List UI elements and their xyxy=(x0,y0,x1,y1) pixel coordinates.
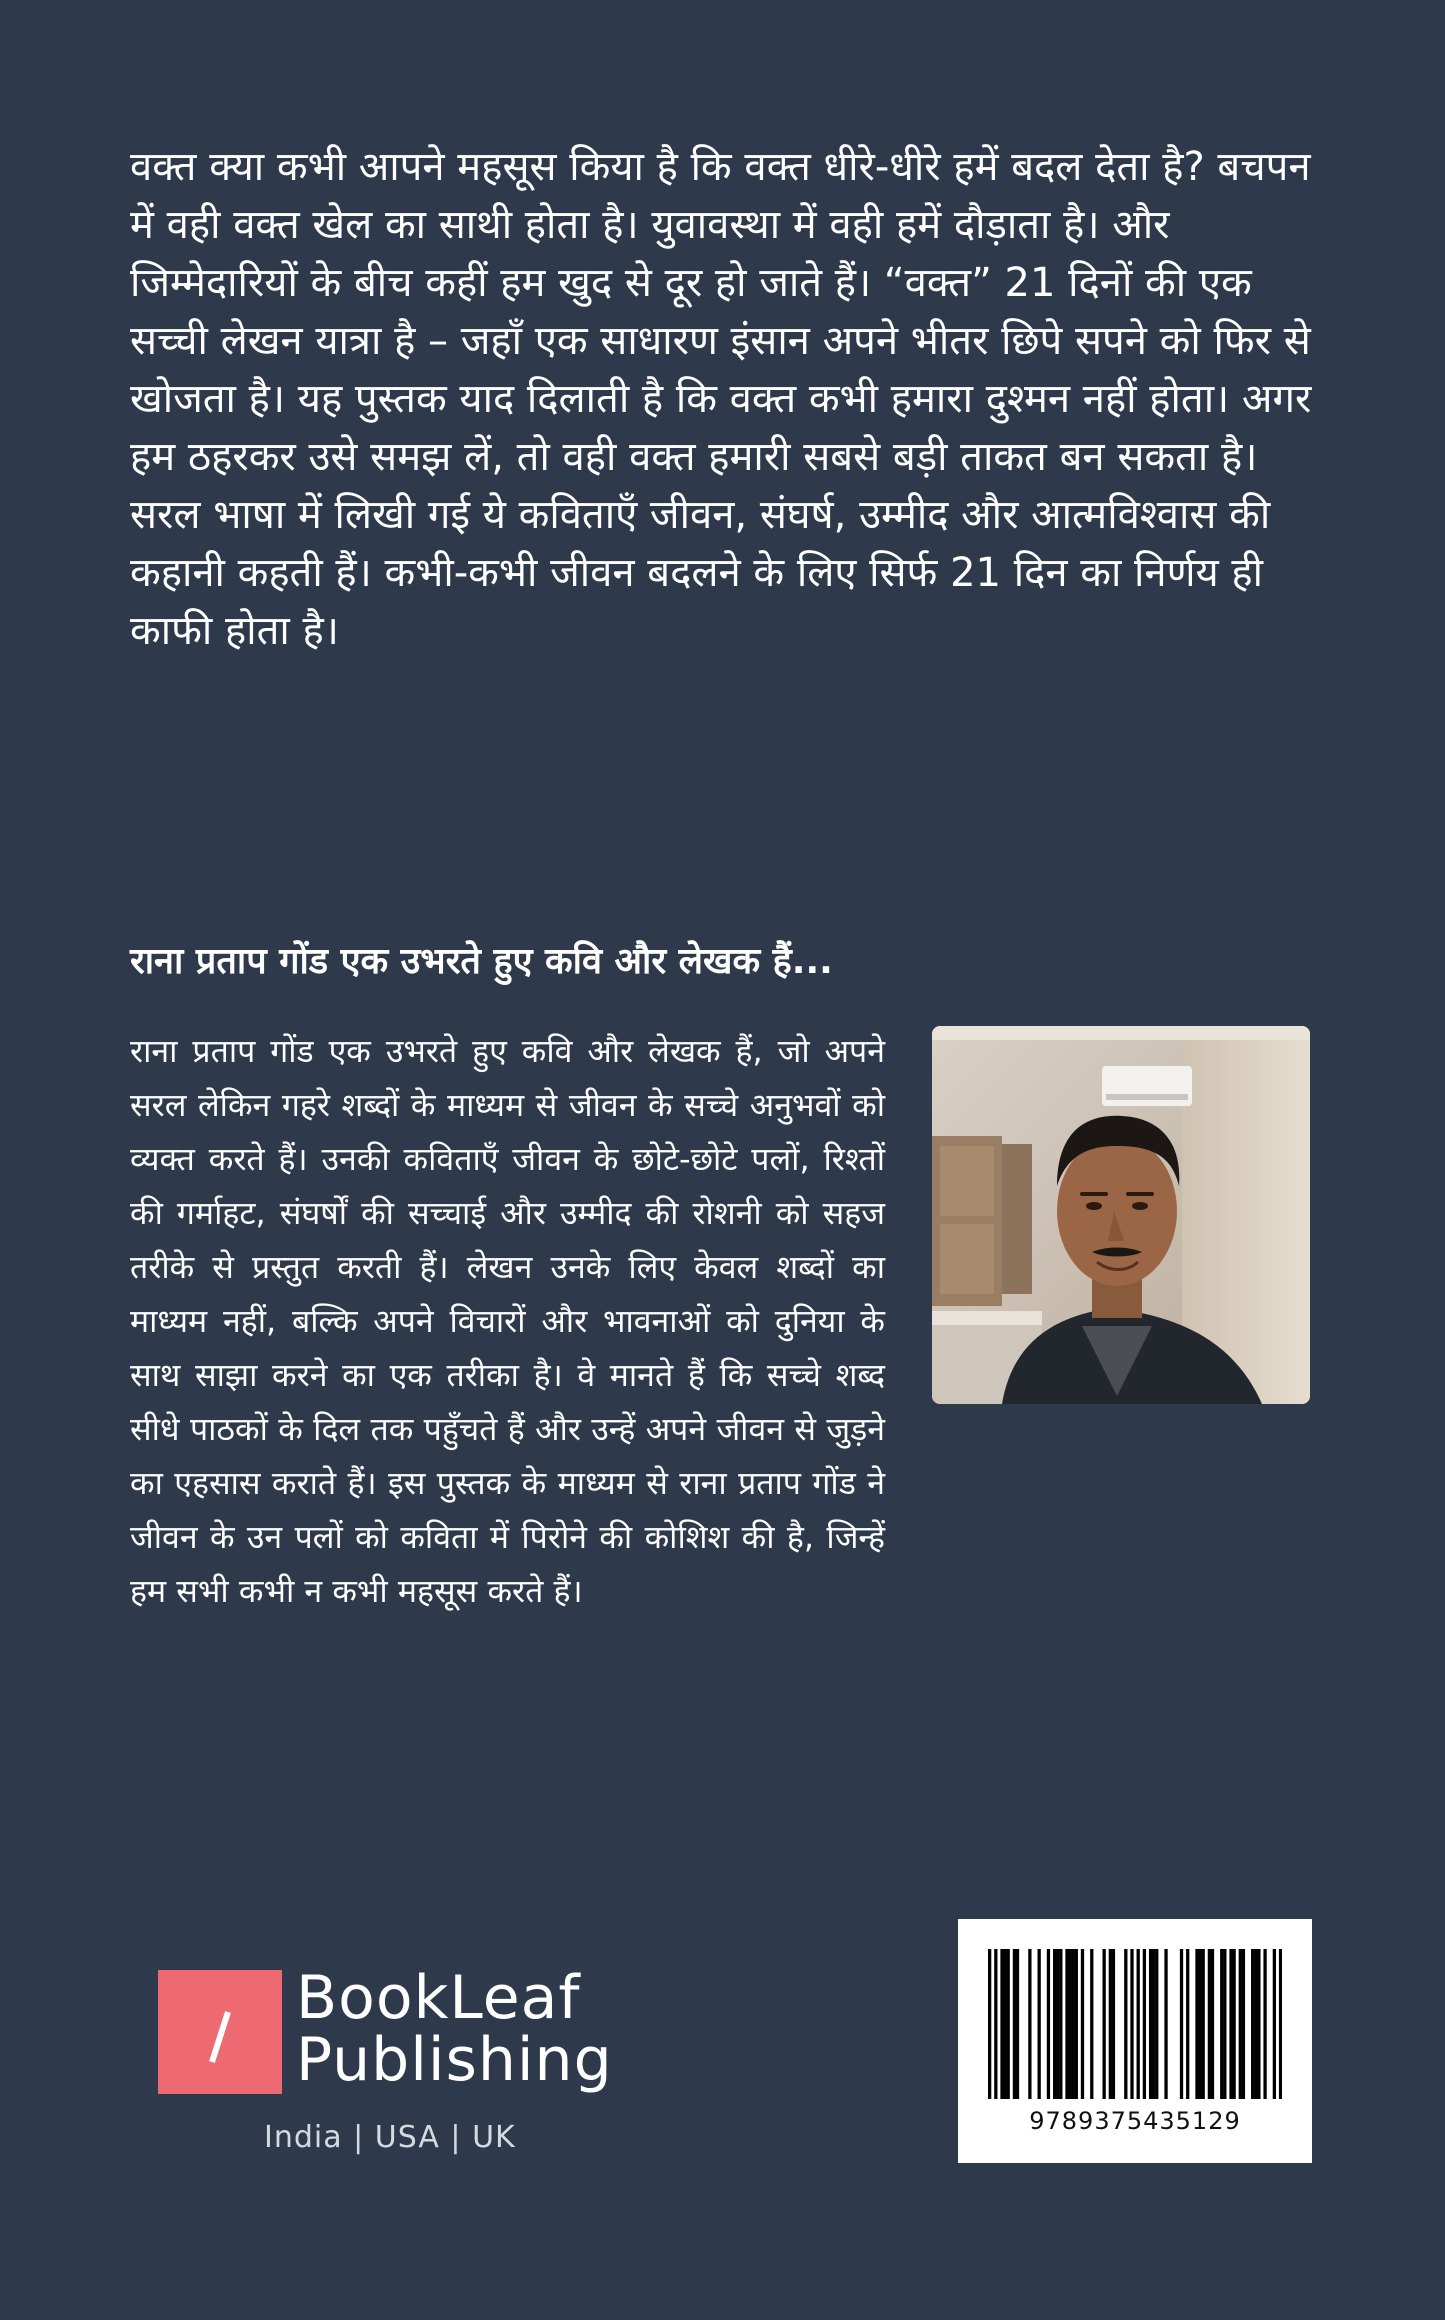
barcode-bar xyxy=(1220,1949,1223,2099)
barcode-bar xyxy=(1232,1949,1235,2099)
slash-icon xyxy=(158,1970,282,2094)
barcode-bar xyxy=(1016,1949,1019,2099)
barcode-bar xyxy=(1013,1949,1016,2099)
barcode-bar xyxy=(1198,1949,1201,2099)
author-bio: राना प्रताप गोंड एक उभरते हुए कवि और लेखक हैं, जो अपने सरल लेकिन गहरे शब्दों के माध्यम से जीवन के सच्चे अनुभवों को व्यक्त करते हैं। उनकी कविताएँ जीवन के छोटे-छोटे पलों, रिश्तों की गर्माहट, संघर्षों की सच्चाई और उम्मीद की रोशनी को सहज तरीके से प्रस्तुत करती हैं। लेखन उनके लिए केवल शब्दों का माध्यम नहीं, बल्कि अपने विचारों और भावनाओं को दुनिया के साथ साझा करने का एक तरीका है। वे मानते हैं कि सच्चे शब्द सीधे पाठकों के दिल तक पहुँचते हैं और उन्हें अपने जीवन से जुड़ने का एहसास कराते हैं। इस पुस्तक के माध्यम से राना प्रताप गोंड ने जीवन के उन पलों को कविता में पिरोने की कोशिश की है, जिन्हें हम सभी कभी न कभी महसूस करते हैं। xyxy=(130,1032,885,1610)
barcode-bar xyxy=(994,1949,997,2099)
barcode-bar xyxy=(1152,1949,1155,2099)
author-bio-heading: राना प्रताप गोंड एक उभरते हुए कवि और लेखक हैं... xyxy=(130,941,833,982)
barcode-bar xyxy=(1257,1949,1260,2099)
barcode-bar xyxy=(1056,1949,1059,2099)
barcode-bar xyxy=(1254,1949,1257,2099)
barcode-bar xyxy=(1068,1949,1071,2099)
barcode-bar xyxy=(1155,1949,1158,2099)
barcode-bar xyxy=(1038,1949,1041,2099)
barcode-bar xyxy=(1208,1949,1211,2099)
isbn-number: 9789375435129 xyxy=(1029,2107,1241,2135)
barcode-bar xyxy=(1223,1949,1226,2099)
author-photo xyxy=(932,1026,1310,1404)
barcode-bar xyxy=(1202,1949,1205,2099)
barcode-bar xyxy=(1211,1949,1214,2099)
publisher-name-line2: Publishing xyxy=(296,2025,613,2095)
barcode-bar xyxy=(988,1949,991,2099)
barcode-bar xyxy=(1000,1949,1003,2099)
barcode-icon xyxy=(988,1949,1282,2099)
barcode-bar xyxy=(1028,1949,1031,2099)
barcode-bar xyxy=(1229,1949,1232,2099)
barcode-bar xyxy=(1137,1949,1140,2099)
barcode-bar xyxy=(1053,1949,1056,2099)
barcode-bar xyxy=(1059,1949,1062,2099)
barcode-bar xyxy=(1103,1949,1106,2099)
barcode-bar xyxy=(1090,1949,1093,2099)
publisher-name-line1: BookLeaf xyxy=(296,1963,581,2033)
barcode-bar xyxy=(1149,1949,1152,2099)
barcode-bar xyxy=(1109,1949,1112,2099)
barcode-bar xyxy=(1273,1949,1276,2099)
isbn-barcode xyxy=(958,1919,1312,2163)
barcode-bar xyxy=(1075,1949,1078,2099)
barcode-bar xyxy=(1065,1949,1068,2099)
barcode-bar xyxy=(1081,1949,1084,2099)
barcode-bar xyxy=(1263,1949,1266,2099)
barcode-bar xyxy=(1143,1949,1146,2099)
barcode-bar xyxy=(1003,1949,1006,2099)
barcode-bar xyxy=(1239,1949,1242,2099)
publisher-locations: India | USA | UK xyxy=(264,2120,516,2155)
barcode-bar xyxy=(1112,1949,1115,2099)
publisher-logo xyxy=(158,1963,618,2170)
barcode-bar xyxy=(1007,1949,1010,2099)
barcode-bar xyxy=(1279,1949,1282,2099)
barcode-bar xyxy=(1164,1949,1167,2099)
barcode-bar xyxy=(1072,1949,1075,2099)
barcode-bar xyxy=(1195,1949,1198,2099)
book-blurb: वक्त क्या कभी आपने महसूस किया है कि वक्त धीरे-धीरे हमें बदल देता है? बचपन में वही वक्त खेल का साथी होता है। युवावस्था में वही हमें दौड़ाता है। और जिम्मेदारियों के बीच कहीं हम खुद से दूर हो जाते हैं। “वक्त” 21 दिनों की एक सच्ची लेखन यात्रा है – जहाँ एक साधारण इंसान अपने भीतर छिपे सपने को फिर से खोजता है। यह पुस्तक याद दिलाती है कि वक्त कभी हमारा दुश्मन नहीं होता। अगर हम ठहरकर उसे समझ लें, तो वही वक्त हमारी सबसे बड़ी ताकत बन सकता है। सरल भाषा में लिखी गई ये कविताएँ जीवन, संघर्ष, उम्मीद और आत्मविश्वास की कहानी कहती हैं। कभी-कभी जीवन बदलने के लिए सिर्फ 21 दिन का निर्णय ही काफी होता है। xyxy=(130,144,1312,654)
barcode-bar xyxy=(1186,1949,1189,2099)
barcode-bar xyxy=(1130,1949,1133,2099)
barcode-bar xyxy=(1251,1949,1254,2099)
barcode-bar xyxy=(1242,1949,1245,2099)
barcode-bar xyxy=(1180,1949,1183,2099)
barcode-bar xyxy=(1124,1949,1127,2099)
barcode-bar xyxy=(1047,1949,1050,2099)
